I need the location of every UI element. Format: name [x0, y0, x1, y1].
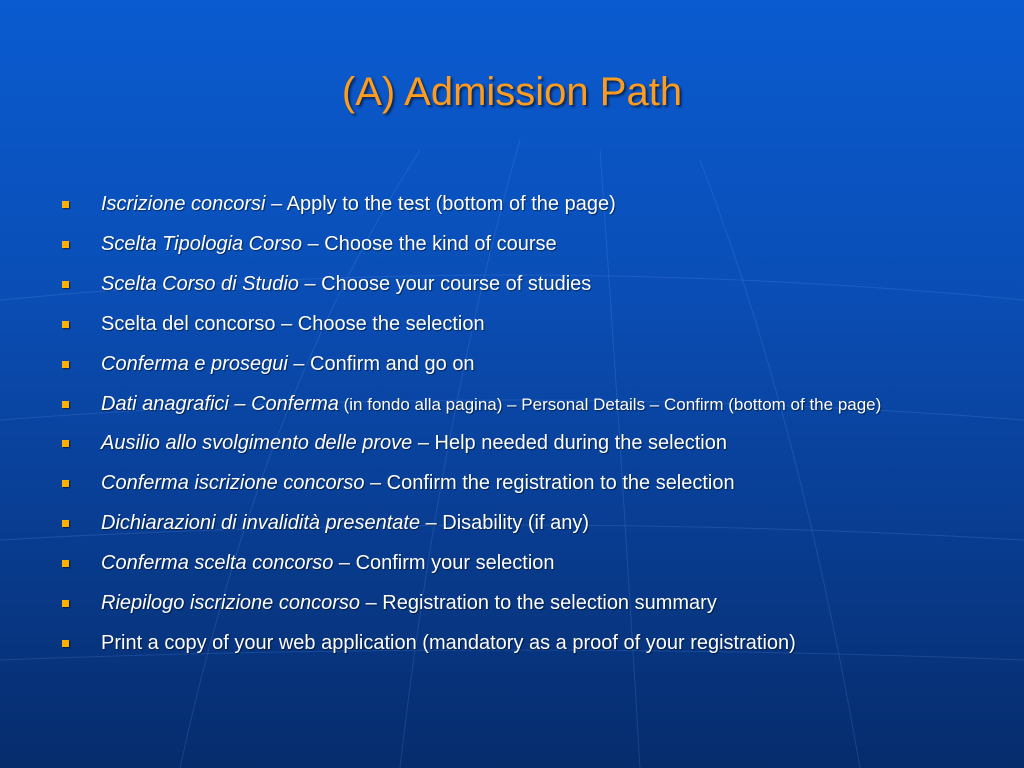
square-bullet-icon	[62, 520, 69, 527]
item-italic: Scelta Tipologia Corso	[101, 233, 303, 255]
item-italic: Conferma scelta concorso	[101, 552, 334, 574]
list-item	[62, 509, 962, 537]
item-text: – Help needed during the selection	[412, 432, 727, 454]
list-item	[62, 589, 962, 617]
square-bullet-icon	[62, 361, 69, 368]
square-bullet-icon	[62, 321, 69, 328]
item-text: – Choose the kind of course	[302, 233, 557, 255]
item-italic: Ausilio allo svolgimento delle prove	[101, 432, 413, 454]
square-bullet-icon	[62, 241, 69, 248]
item-text: – Choose your course of studies	[298, 273, 592, 295]
item-text: – Registration to the selection summary	[360, 592, 717, 614]
item-text: – Confirm the registration to the selection	[364, 472, 735, 494]
square-bullet-icon	[62, 560, 69, 567]
square-bullet-icon	[62, 281, 69, 288]
item-italic: Dichiarazioni di invalidità presentate	[101, 512, 421, 534]
list-item	[62, 230, 962, 258]
item-text: – Confirm your selection	[333, 552, 555, 574]
item-italic: Scelta Corso di Studio	[101, 273, 299, 295]
list-item	[62, 429, 962, 457]
square-bullet-icon	[62, 480, 69, 487]
item-text: – Disability (if any)	[420, 512, 589, 534]
item-text: – Apply to the test (bottom of the page)	[265, 193, 616, 215]
list-item	[62, 270, 962, 298]
item-italic: Iscrizione concorsi	[101, 193, 266, 215]
square-bullet-icon	[62, 640, 69, 647]
list-item	[62, 310, 962, 338]
item-text: Print a copy of your web application (mandatory as a proof of your registration)	[101, 632, 796, 654]
list-item	[62, 190, 962, 218]
item-italic: Dati anagrafici – Conferma	[101, 393, 339, 415]
list-item	[62, 629, 962, 657]
item-italic: Conferma iscrizione concorso	[101, 472, 365, 494]
item-italic: Conferma e prosegui	[101, 353, 288, 375]
slide-title: (A) Admission Path	[341, 70, 683, 114]
list-item	[62, 350, 962, 378]
square-bullet-icon	[62, 600, 69, 607]
list-item	[62, 549, 962, 577]
square-bullet-icon	[62, 201, 69, 208]
square-bullet-icon	[62, 401, 69, 408]
item-text: Scelta del concorso – Choose the selection	[101, 313, 485, 335]
item-text: – Confirm and go on	[287, 353, 475, 375]
bullet-list	[62, 190, 962, 669]
item-italic: Riepilogo iscrizione concorso	[101, 592, 361, 614]
list-item	[62, 469, 962, 497]
square-bullet-icon	[62, 440, 69, 447]
list-item	[62, 390, 962, 420]
item-text: (in fondo alla pagina) – Personal Details – Confirm (bottom of the page)	[338, 395, 882, 414]
